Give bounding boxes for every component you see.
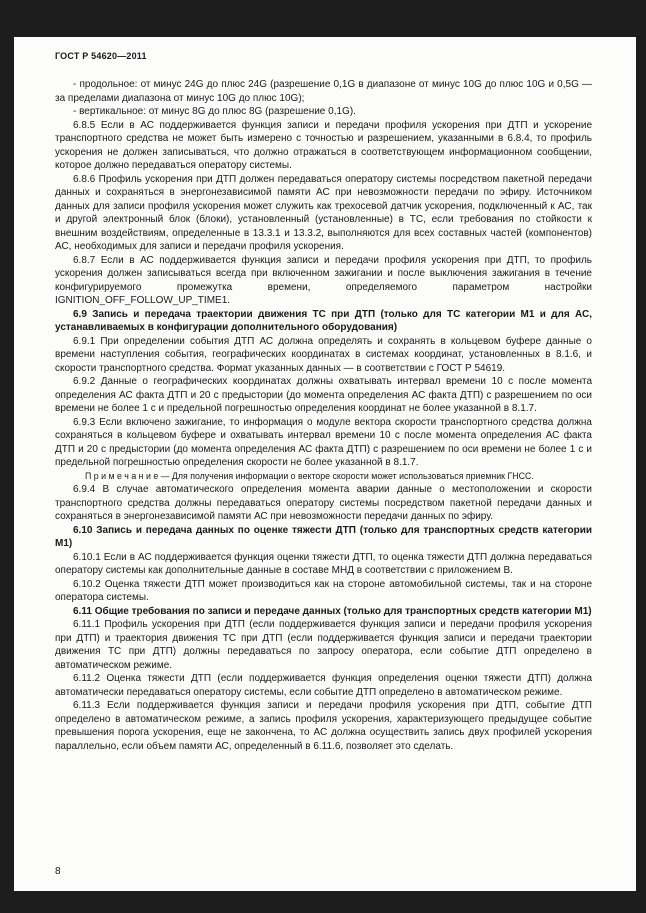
paragraph: 6.10.1 Если в АС поддерживается функция оценки тяжести ДТП, то оценка тяжести ДТП должна передаваться оператору системы как дополнительные данные в составе МНД в соответствии с приложением В. — [55, 551, 592, 576]
paragraph: - продольное: от минус 24G до плюс 24G (разрешение 0,1G в диапазоне от минус 10G до плюс 10G и 0,5G — за пределами диапазона от минус 10G до плюс 10G); — [55, 79, 592, 104]
paragraph: 6.9.2 Данные о географических координатах должны охватывать интервал времени 10 с после момента определения АС факта ДТП и 20 с предыстории (до момента определения АС факта ДТП) с разрешением по оси времени не более 1 с и предельной погрешностью определения координат не более указанной в 8.1.7. — [55, 376, 592, 414]
running-header — [55, 51, 592, 61]
paragraph: 6.11.2 Оценка тяжести ДТП (если поддерживается функция определения оценки тяжести ДТП) должна автоматически передаваться оператору системы, если событие ДТП определено в автоматическом режиме. — [55, 673, 592, 698]
paragraph: 6.8.7 Если в АС поддерживается функция записи и передачи профиля ускорения при ДТП, то профиль ускорения должен записываться всегда при включенном зажигании и после выключения зажигания в течение конфигурируемого промежутка времени, определяемого параметром настройки IGNITION_OFF_FOLLOW_UP_TIME1. — [55, 254, 592, 306]
paragraph: 6.9.1 При определении события ДТП АС должна определять и сохранять в кольцевом буфере данные о времени наступления события, географических координатах в системах координат, установленных в 8.1.6, и скорости транспортного средства. Формат указанных данных — в соответствии с ГОСТ Р 54619. — [55, 335, 592, 374]
paragraph: - вертикальное: от минус 8G до плюс 8G (разрешение 0,1G). — [73, 106, 356, 117]
page-number: 8 — [55, 866, 61, 877]
paragraph: 6.10 Запись и передача данных по оценке тяжести ДТП (только для транспортных средств категории М1) — [55, 524, 592, 549]
paragraph: 6.11 Общие требования по записи и передаче данных (только для транспортных средств категории М1) — [73, 605, 592, 617]
paragraph: 6.8.5 Если в АС поддерживается функция записи и передачи профиля ускорения при ДТП и ускорение транспортного средства не может быть измерено с точностью и разрешением, указанными в 6.8.4, то профиль ускорения не должен записываться, что должно отражаться в соответствующем информационном сообщении, которое должно передаваться оператору системы. — [55, 119, 592, 171]
paragraph: 6.10.2 Оценка тяжести ДТП может производиться как на стороне автомобильной системы, так и на стороне оператора системы. — [55, 578, 592, 603]
paragraph: 6.9.3 Если включено зажигание, то информация о модуле вектора скорости транспортного средства должна сохраняться в кольцевом буфере и охватывать интервал времени 10 с после момента определения АС факта ДТП и 20 с предыстории (до момента определения АС факта ДТП) с разрешением по оси времени не более 1 с и предельной погрешностью определения скорости не более указанной в 8.1.7. — [55, 416, 592, 468]
paragraph: П р и м е ч а н и е — Для получения информации о векторе скорости может использоваться приемник ГНСС. — [85, 470, 534, 481]
paragraph: 6.8.6 Профиль ускорения при ДТП должен передаваться оператору системы посредством пакетной передачи данных и сохраняться в энергонезависимой памяти АС при невозможности передачи по эфиру. Источником данных для записи профиля ускорения может служить как трехосевой датчик ускорения, подключенный к АС, так и другой электронный блок (блоки), установленный (установленные) в ТС, если требования по стойкости к внешним воздействиям, определенные в 13.3.1 и 13.3.2, выполняются для всех составных частей (компонентов) АС, необходимых для записи и передачи профиля ускорения. — [55, 173, 592, 252]
paragraph: 6.9 Запись и передача траектории движения ТС при ДТП (только для ТС категории М1 и для АС, устанавливаемых в конфигурации дополнительного оборудования) — [55, 308, 592, 333]
paragraph: 6.11.1 Профиль ускорения при ДТП (если поддерживается функция записи и передачи профиля ускорения при ДТП) и траектория движения ТС при ДТП (если поддерживается функция записи и передачи траектории движения ТС при ДТП) должны передаваться по запросу оператора, если событие ДТП определено в автоматическом режиме. — [55, 619, 592, 671]
page-footer — [55, 866, 61, 877]
document-code: ГОСТ Р 54620—2011 — [55, 51, 147, 61]
paragraph: 6.11.3 Если поддерживается функция записи и передачи профиля ускорения при ДТП, событие ДТП определено в автоматическом режиме, а запись профиля ускорения, характеризующего предыдущее событие превышения порога ускорения, еще не закончена, то АС должна осуществить запись двух профилей ускорения параллельно, если объем памяти АС, определенный в 6.11.6, позволяет это сделать. — [55, 700, 592, 752]
paragraph: 6.9.4 В случае автоматического определения момента аварии данные о местоположении и скорости транспортного средства должны передаваться оператору системы посредством пакетной передачи данных и сохраняться в энергонезависимой памяти АС при невозможности передачи данных по эфиру. — [55, 484, 592, 522]
document-page — [14, 37, 636, 891]
page-body — [55, 78, 592, 753]
